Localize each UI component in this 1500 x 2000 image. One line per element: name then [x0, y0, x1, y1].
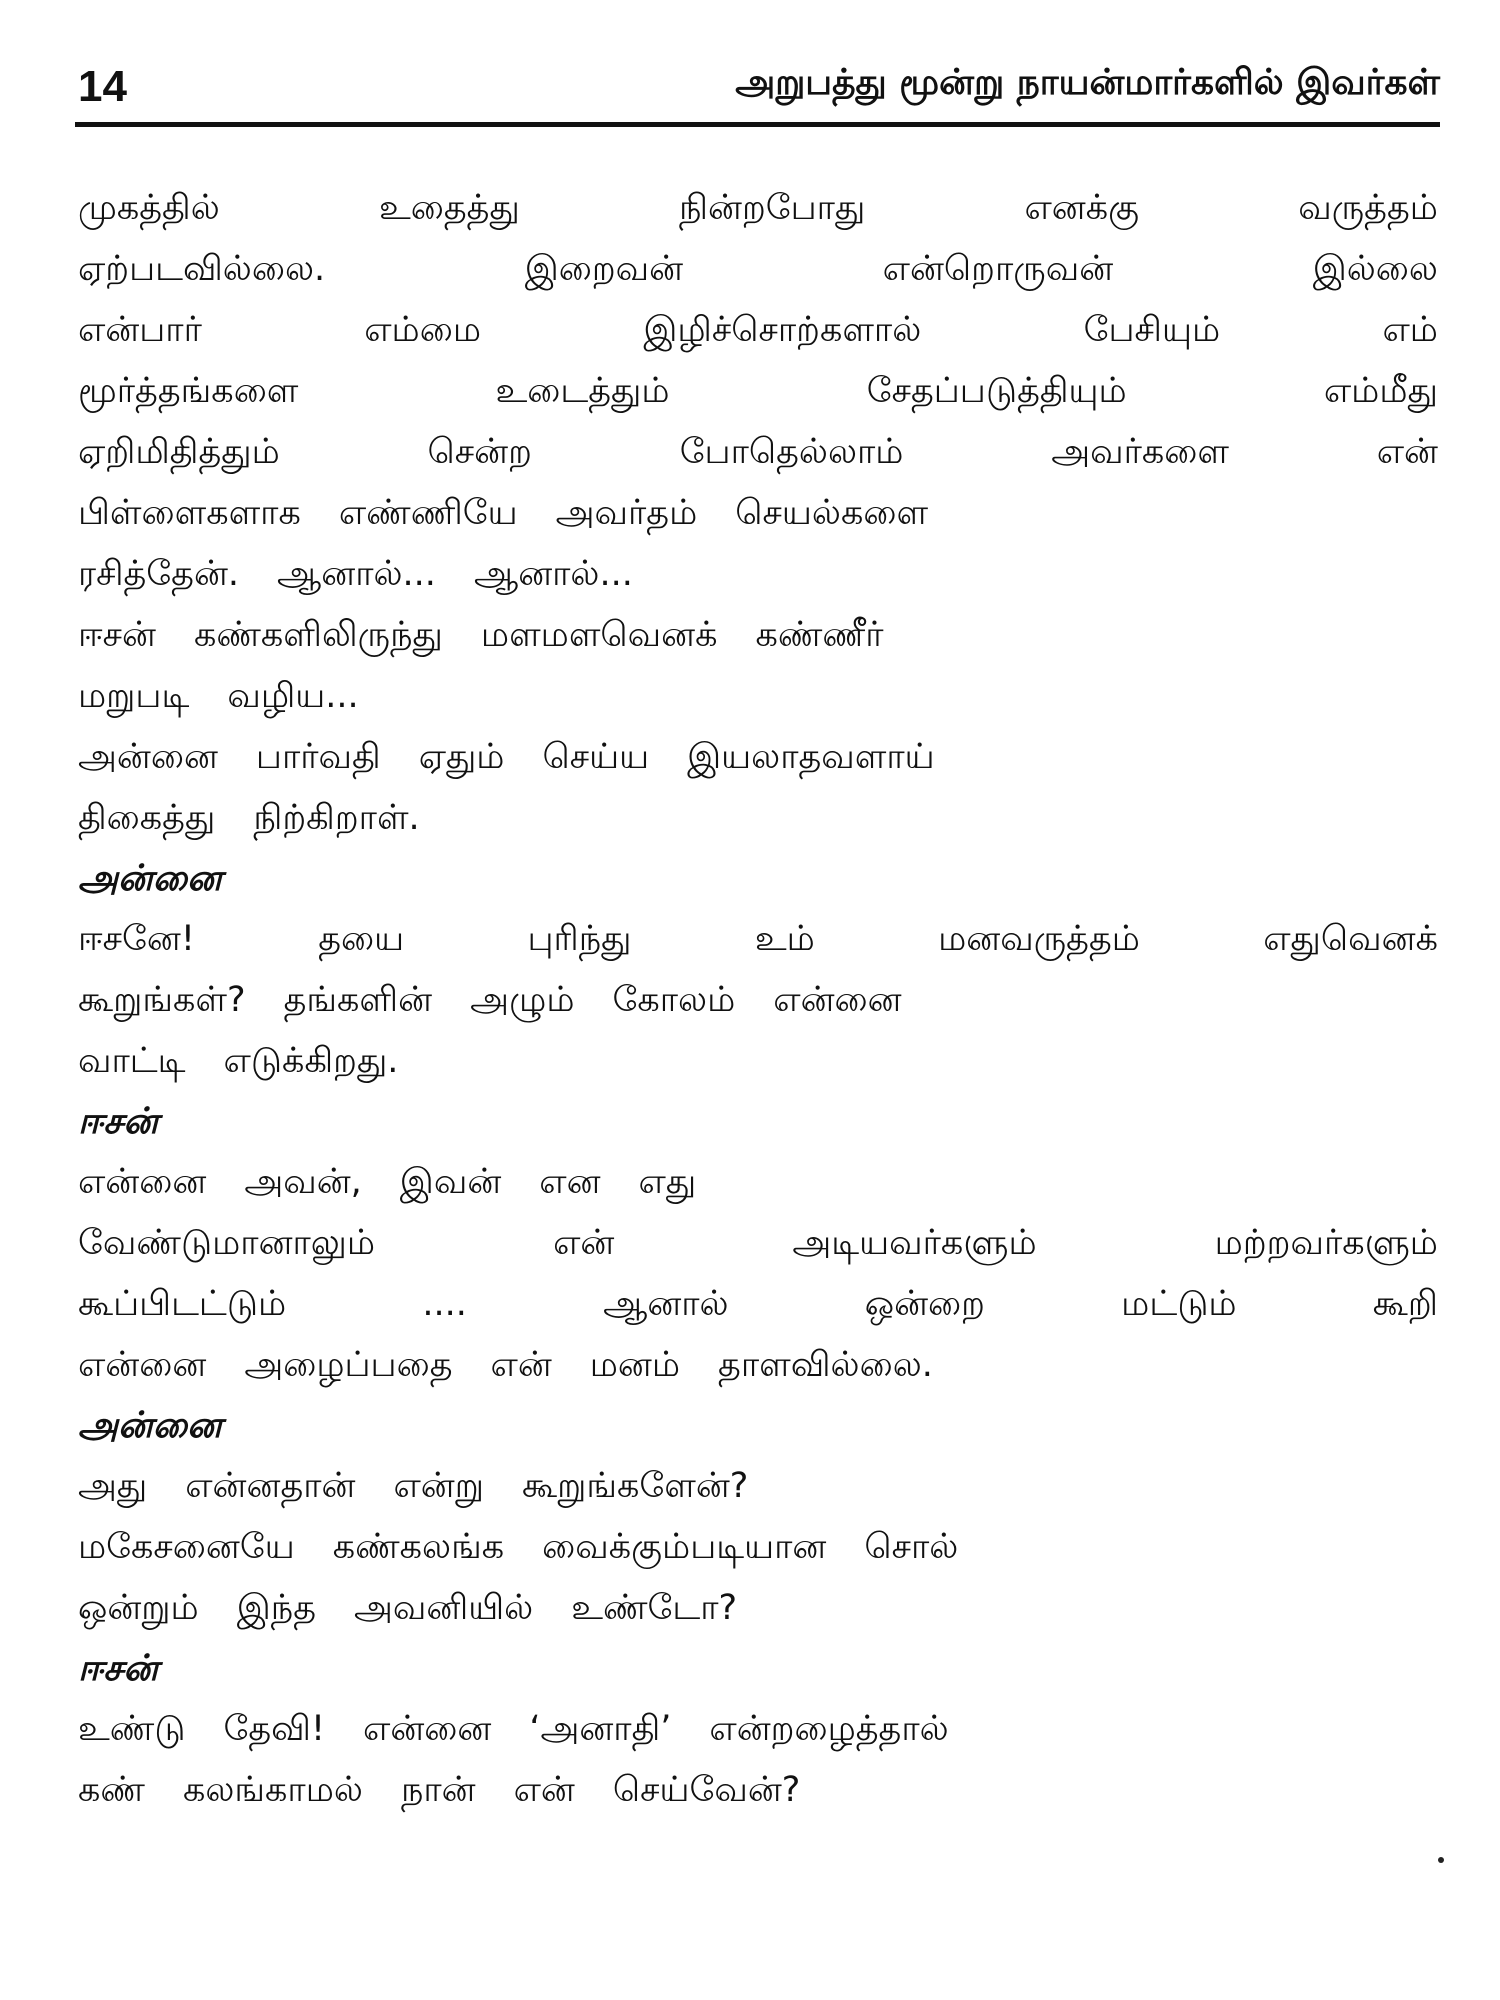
text-line [78, 239, 1438, 300]
word: மகேசனையே [78, 1527, 295, 1567]
word: என்னை [78, 1345, 207, 1385]
word: நின்றபோது [679, 188, 866, 228]
word: வைக்கும்படியான [542, 1527, 827, 1567]
word: இல்லை [1312, 249, 1438, 289]
word: எம் [1382, 310, 1438, 350]
word: .... [422, 1284, 467, 1324]
word: அது [78, 1466, 148, 1506]
word: ஆனால்... [277, 554, 436, 594]
word: உண்டு [78, 1709, 186, 1749]
text-line [78, 666, 1438, 727]
word: கூறி [1372, 1284, 1438, 1324]
word: எனக்கு [1024, 188, 1140, 228]
word: எண்ணியே [338, 493, 518, 533]
word: உதைத்து [378, 188, 520, 228]
word: ஈசன் [78, 615, 156, 655]
speaker-label: அன்னை [78, 1405, 222, 1446]
speaker-label: ஈசன் [78, 1101, 159, 1142]
word: கண்களிலிருந்து [194, 615, 443, 655]
word: செய்ய [542, 737, 650, 777]
word: எம்மை [364, 310, 481, 350]
word: ஈசனே! [78, 919, 195, 959]
text-line [78, 1274, 1438, 1335]
word: இயலாதவளாய் [687, 737, 935, 777]
word: என் [553, 1223, 615, 1263]
body-text [78, 178, 1438, 1821]
word: மூர்த்தங்களை [78, 371, 299, 411]
print-speck [1438, 1857, 1444, 1863]
word: திகைத்து [78, 798, 216, 838]
word: கண் [78, 1770, 145, 1810]
word: அவர்களை [1051, 432, 1229, 472]
text-line [78, 178, 1438, 239]
word: ஏற்படவில்லை. [78, 249, 326, 289]
word: கண்ணீர் [755, 615, 884, 655]
word: என்னை [363, 1709, 492, 1749]
word: எது [638, 1162, 697, 1202]
word: போதெல்லாம் [679, 432, 904, 472]
word: மற்றவர்களும் [1214, 1223, 1438, 1263]
word: என்னதான் [185, 1466, 356, 1506]
speaker-label: ஈசன் [78, 1648, 159, 1689]
word: கண்கலங்க [332, 1527, 505, 1567]
word: கலங்காமல் [182, 1770, 363, 1810]
text-line [78, 727, 1438, 788]
word: வருத்தம் [1298, 188, 1438, 228]
word: ஆனால் [603, 1284, 729, 1324]
word: அழைப்பதை [244, 1345, 453, 1385]
text-line [78, 1517, 1438, 1578]
word: தேவி! [223, 1709, 326, 1749]
word: அவன், [244, 1162, 362, 1202]
word: சொல் [864, 1527, 959, 1567]
text-line [78, 788, 1438, 849]
word: என்று [393, 1466, 484, 1506]
text-line [78, 1031, 1438, 1092]
word: அழும் [470, 980, 575, 1020]
word: கூறுங்கள்? [78, 980, 246, 1020]
word: செய்வேன்? [612, 1770, 801, 1810]
word: பேசியும் [1083, 310, 1221, 350]
word: கூப்பிடட்டும் [78, 1284, 287, 1324]
word: தங்களின் [283, 980, 433, 1020]
word: கூறுங்களேன்? [521, 1466, 749, 1506]
text-line [78, 483, 1438, 544]
word: என்னை [78, 1162, 207, 1202]
word: வழிய... [227, 676, 359, 716]
speaker-label: அன்னை [78, 858, 222, 899]
text-line [78, 422, 1438, 483]
word: ஆனால்... [473, 554, 633, 594]
word: மளமளவெனக் [480, 615, 718, 655]
word: என்றழைத்தால் [709, 1709, 949, 1749]
word: என்னை [773, 980, 902, 1020]
text-line [78, 1456, 1438, 1517]
word: சென்ற [427, 432, 532, 472]
text-line [78, 361, 1438, 422]
word: எம்மீது [1323, 371, 1438, 411]
word: வேண்டுமானாலும் [78, 1223, 376, 1263]
word: நிற்கிறாள். [253, 798, 420, 838]
word: மனவருத்தம் [938, 919, 1140, 959]
word: என் [513, 1770, 575, 1810]
text-line [78, 1213, 1438, 1274]
word: இந்த [236, 1588, 316, 1628]
word: புரிந்து [527, 919, 632, 959]
word: உம் [754, 919, 815, 959]
text-line [78, 300, 1438, 361]
word: இவன் [399, 1162, 502, 1202]
word: கோலம் [612, 980, 736, 1020]
text-line [78, 544, 1438, 605]
header-rule [75, 122, 1440, 127]
word: எடுக்கிறது. [223, 1041, 399, 1081]
word: ஏறிமிதித்தும் [78, 432, 280, 472]
word: வாட்டி [78, 1041, 186, 1081]
word: அன்னை [78, 737, 218, 777]
word: இழிச்சொற்களால் [643, 310, 922, 350]
text-line [78, 970, 1438, 1031]
word: முகத்தில் [78, 188, 220, 228]
word: என் [1376, 432, 1438, 472]
word: சேதப்படுத்தியும் [866, 371, 1127, 411]
page-header [75, 58, 1440, 120]
word: ‘அனாதி’ [529, 1709, 672, 1749]
word: செயல்களை [735, 493, 929, 533]
word: ஒன்றை [864, 1284, 985, 1324]
text-line [78, 909, 1438, 970]
word: மனம் [589, 1345, 681, 1385]
running-title: அறுபத்து மூன்று நாயன்மார்களில் இவர்கள் [735, 62, 1440, 103]
word: என [539, 1162, 601, 1202]
text-line [78, 1699, 1438, 1760]
word: உடைத்தும் [495, 371, 670, 411]
word: ஒன்றும் [78, 1588, 199, 1628]
word: ரசித்தேன். [78, 554, 240, 594]
word: பார்வதி [255, 737, 381, 777]
text-line [78, 1152, 1438, 1213]
word: தாளவில்லை. [718, 1345, 933, 1385]
word: பிள்ளைகளாக [78, 493, 301, 533]
word: என்பார் [78, 310, 202, 350]
word: என் [490, 1345, 552, 1385]
word: ஏதும் [418, 737, 505, 777]
word: மறுபடி [78, 676, 190, 716]
word: மட்டும் [1121, 1284, 1237, 1324]
word: அடியவர்களும் [792, 1223, 1037, 1263]
word: இறைவன் [524, 249, 684, 289]
text-line [78, 605, 1438, 666]
word: என்றொருவன் [882, 249, 1114, 289]
word: அவர்தம் [555, 493, 698, 533]
page-number: 14 [78, 62, 127, 111]
word: உண்டோ? [571, 1588, 738, 1628]
text-line [78, 1578, 1438, 1639]
word: அவனியில் [354, 1588, 534, 1628]
word: தயை [318, 919, 405, 959]
text-line [78, 1760, 1438, 1821]
text-line [78, 1335, 1438, 1396]
word: நான் [400, 1770, 476, 1810]
word: எதுவெனக் [1263, 919, 1438, 959]
